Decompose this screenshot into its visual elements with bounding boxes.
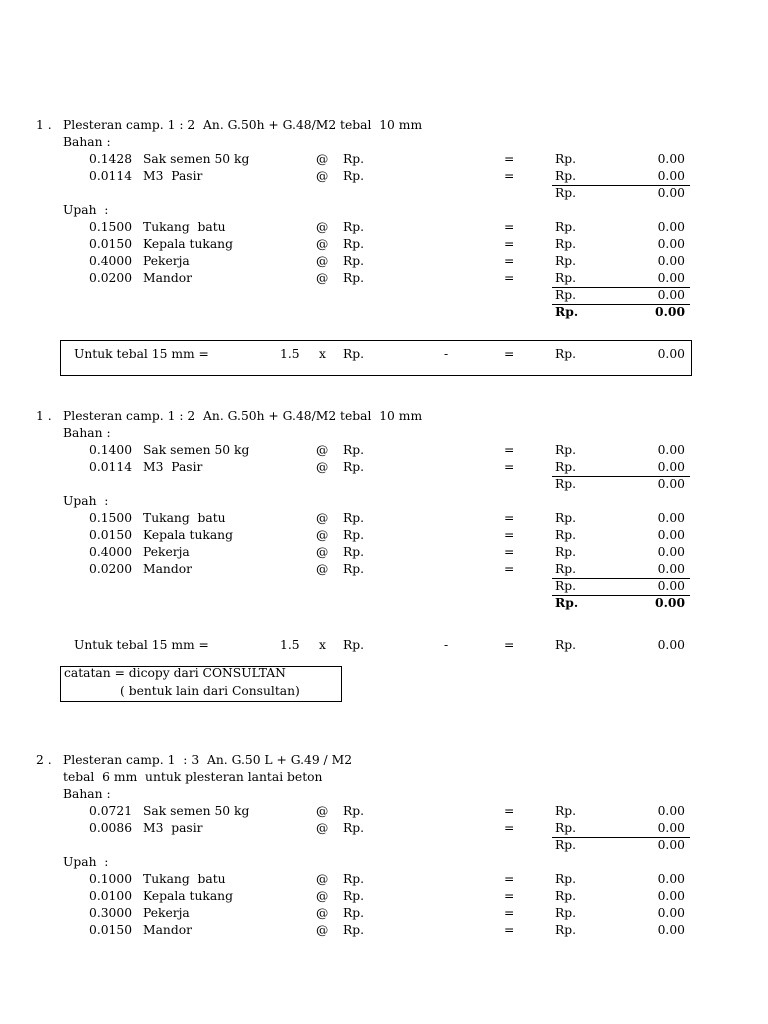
tebal-amount-value: 0.00 xyxy=(657,347,685,361)
at-sign: @ xyxy=(316,237,329,251)
unit-price-currency: Rp. xyxy=(343,169,365,183)
item-qty: 0.0086 xyxy=(89,821,133,835)
unit-price-currency: Rp. xyxy=(343,804,365,818)
tebal-currency: Rp. xyxy=(343,638,365,652)
item-name: Kepala tukang xyxy=(143,528,233,542)
tebal-amount-currency: Rp. xyxy=(555,638,577,652)
unit-price-currency: Rp. xyxy=(343,562,365,576)
tebal-box xyxy=(60,340,692,376)
equals-sign: = xyxy=(504,460,515,474)
item-qty: 0.1000 xyxy=(89,872,133,886)
tebal-label: Untuk tebal 15 mm = xyxy=(74,638,209,652)
upah-subtotal-currency: Rp. xyxy=(555,579,577,593)
item-name: Kepala tukang xyxy=(143,889,233,903)
equals-sign: = xyxy=(504,347,515,361)
item-name: Tukang batu xyxy=(143,220,226,234)
bahan-label: Bahan : xyxy=(63,135,111,149)
unit-price-currency: Rp. xyxy=(343,545,365,559)
section-number: 2 . xyxy=(36,753,52,767)
item-qty: 0.1500 xyxy=(89,220,133,234)
bahan-subtotal-currency: Rp. xyxy=(555,838,577,852)
item-qty: 0.0114 xyxy=(89,460,133,474)
at-sign: @ xyxy=(316,443,329,457)
at-sign: @ xyxy=(316,804,329,818)
tebal-factor: 1.5 xyxy=(280,638,300,652)
amount-value: 0.00 xyxy=(657,443,685,457)
item-name: M3 pasir xyxy=(143,821,203,835)
at-sign: @ xyxy=(316,906,329,920)
item-qty: 0.0100 xyxy=(89,889,133,903)
at-sign: @ xyxy=(316,460,329,474)
equals-sign: = xyxy=(504,254,515,268)
amount-currency: Rp. xyxy=(555,511,577,525)
amount-currency: Rp. xyxy=(555,872,577,886)
equals-sign: = xyxy=(504,906,515,920)
amount-value: 0.00 xyxy=(657,460,685,474)
item-qty: 0.1400 xyxy=(89,443,133,457)
item-name: Sak semen 50 kg xyxy=(143,443,250,457)
section-title: Plesteran camp. 1 : 2 An. G.50h + G.48/M2 tebal 10 mm xyxy=(63,118,423,132)
tebal-amount-currency: Rp. xyxy=(555,347,577,361)
at-sign: @ xyxy=(316,889,329,903)
unit-price-currency: Rp. xyxy=(343,271,365,285)
bahan-subtotal-currency: Rp. xyxy=(555,186,577,200)
equals-sign: = xyxy=(504,804,515,818)
amount-currency: Rp. xyxy=(555,923,577,937)
item-name: Tukang batu xyxy=(143,872,226,886)
equals-sign: = xyxy=(504,821,515,835)
tebal-amount-value: 0.00 xyxy=(657,638,685,652)
note-line-2: ( bentuk lain dari Consultan) xyxy=(120,684,300,698)
grand-total-currency: Rp. xyxy=(555,595,579,610)
item-qty: 0.0114 xyxy=(89,169,133,183)
amount-value: 0.00 xyxy=(657,804,685,818)
amount-value: 0.00 xyxy=(657,254,685,268)
unit-price-currency: Rp. xyxy=(343,254,365,268)
amount-value: 0.00 xyxy=(657,545,685,559)
amount-value: 0.00 xyxy=(657,872,685,886)
item-name: Pekerja xyxy=(143,906,190,920)
amount-value: 0.00 xyxy=(657,237,685,251)
unit-price-currency: Rp. xyxy=(343,152,365,166)
at-sign: @ xyxy=(316,528,329,542)
item-qty: 0.0150 xyxy=(89,923,133,937)
unit-price-currency: Rp. xyxy=(343,511,365,525)
equals-sign: = xyxy=(504,220,515,234)
amount-value: 0.00 xyxy=(657,562,685,576)
bahan-label: Bahan : xyxy=(63,426,111,440)
amount-value: 0.00 xyxy=(657,169,685,183)
equals-sign: = xyxy=(504,511,515,525)
amount-currency: Rp. xyxy=(555,889,577,903)
amount-currency: Rp. xyxy=(555,906,577,920)
at-sign: @ xyxy=(316,254,329,268)
unit-price-currency: Rp. xyxy=(343,923,365,937)
at-sign: @ xyxy=(316,545,329,559)
unit-price-currency: Rp. xyxy=(343,528,365,542)
bahan-subtotal-value: 0.00 xyxy=(657,477,685,491)
grand-total-value: 0.00 xyxy=(655,304,685,319)
at-sign: @ xyxy=(316,872,329,886)
item-name: Pekerja xyxy=(143,254,190,268)
amount-value: 0.00 xyxy=(657,889,685,903)
amount-currency: Rp. xyxy=(555,152,577,166)
item-qty: 0.4000 xyxy=(89,254,133,268)
item-name: Mandor xyxy=(143,271,192,285)
at-sign: @ xyxy=(316,152,329,166)
equals-sign: = xyxy=(504,271,515,285)
amount-currency: Rp. xyxy=(555,169,577,183)
amount-currency: Rp. xyxy=(555,237,577,251)
equals-sign: = xyxy=(504,443,515,457)
amount-currency: Rp. xyxy=(555,804,577,818)
amount-currency: Rp. xyxy=(555,821,577,835)
dash-sign: - xyxy=(444,347,449,361)
section-number: 1 . xyxy=(36,118,52,132)
tebal-currency: Rp. xyxy=(343,347,365,361)
item-qty: 0.0200 xyxy=(89,271,133,285)
unit-price-currency: Rp. xyxy=(343,872,365,886)
bahan-subtotal-value: 0.00 xyxy=(657,186,685,200)
amount-value: 0.00 xyxy=(657,220,685,234)
section-title: Plesteran camp. 1 : 3 An. G.50 L + G.49 / M2 xyxy=(63,753,353,767)
unit-price-currency: Rp. xyxy=(343,889,365,903)
upah-subtotal-value: 0.00 xyxy=(657,288,685,302)
grand-total-value: 0.00 xyxy=(655,595,685,610)
tebal-label: Untuk tebal 15 mm = xyxy=(74,347,209,361)
item-name: Sak semen 50 kg xyxy=(143,804,250,818)
section-title-2: tebal 6 mm untuk plesteran lantai beton xyxy=(63,770,323,784)
upah-subtotal-value: 0.00 xyxy=(657,579,685,593)
unit-price-currency: Rp. xyxy=(343,906,365,920)
unit-price-currency: Rp. xyxy=(343,460,365,474)
at-sign: @ xyxy=(316,511,329,525)
amount-currency: Rp. xyxy=(555,220,577,234)
bahan-subtotal-currency: Rp. xyxy=(555,477,577,491)
unit-price-currency: Rp. xyxy=(343,237,365,251)
grand-total-currency: Rp. xyxy=(555,304,579,319)
item-qty: 0.0150 xyxy=(89,528,133,542)
upah-label: Upah : xyxy=(63,855,109,869)
amount-value: 0.00 xyxy=(657,271,685,285)
item-name: Mandor xyxy=(143,562,192,576)
equals-sign: = xyxy=(504,872,515,886)
amount-currency: Rp. xyxy=(555,528,577,542)
at-sign: @ xyxy=(316,821,329,835)
unit-price-currency: Rp. xyxy=(343,220,365,234)
equals-sign: = xyxy=(504,152,515,166)
upah-label: Upah : xyxy=(63,203,109,217)
upah-subtotal-currency: Rp. xyxy=(555,288,577,302)
amount-currency: Rp. xyxy=(555,254,577,268)
item-qty: 0.1500 xyxy=(89,511,133,525)
amount-value: 0.00 xyxy=(657,923,685,937)
at-sign: @ xyxy=(316,923,329,937)
equals-sign: = xyxy=(504,237,515,251)
item-qty: 0.4000 xyxy=(89,545,133,559)
amount-value: 0.00 xyxy=(657,906,685,920)
amount-currency: Rp. xyxy=(555,562,577,576)
item-name: Pekerja xyxy=(143,545,190,559)
at-sign: @ xyxy=(316,562,329,576)
equals-sign: = xyxy=(504,528,515,542)
note-line-1: catatan = dicopy dari CONSULTAN xyxy=(64,666,286,680)
at-sign: @ xyxy=(316,169,329,183)
item-name: Tukang batu xyxy=(143,511,226,525)
unit-price-currency: Rp. xyxy=(343,443,365,457)
equals-sign: = xyxy=(504,562,515,576)
amount-currency: Rp. xyxy=(555,460,577,474)
item-qty: 0.3000 xyxy=(89,906,133,920)
bahan-subtotal-value: 0.00 xyxy=(657,838,685,852)
equals-sign: = xyxy=(504,923,515,937)
item-qty: 0.1428 xyxy=(89,152,133,166)
bahan-label: Bahan : xyxy=(63,787,111,801)
equals-sign: = xyxy=(504,638,515,652)
item-qty: 0.0150 xyxy=(89,237,133,251)
amount-value: 0.00 xyxy=(657,821,685,835)
equals-sign: = xyxy=(504,889,515,903)
at-sign: @ xyxy=(316,220,329,234)
item-name: Sak semen 50 kg xyxy=(143,152,250,166)
unit-price-currency: Rp. xyxy=(343,821,365,835)
times-sign: x xyxy=(319,638,326,652)
times-sign: x xyxy=(319,347,326,361)
item-name: M3 Pasir xyxy=(143,169,203,183)
at-sign: @ xyxy=(316,271,329,285)
amount-currency: Rp. xyxy=(555,271,577,285)
upah-label: Upah : xyxy=(63,494,109,508)
item-qty: 0.0200 xyxy=(89,562,133,576)
item-name: M3 Pasir xyxy=(143,460,203,474)
tebal-factor: 1.5 xyxy=(280,347,300,361)
equals-sign: = xyxy=(504,169,515,183)
section-number: 1 . xyxy=(36,409,52,423)
item-name: Kepala tukang xyxy=(143,237,233,251)
amount-currency: Rp. xyxy=(555,443,577,457)
item-name: Mandor xyxy=(143,923,192,937)
item-qty: 0.0721 xyxy=(89,804,133,818)
dash-sign: - xyxy=(444,638,449,652)
amount-value: 0.00 xyxy=(657,511,685,525)
amount-value: 0.00 xyxy=(657,528,685,542)
section-title: Plesteran camp. 1 : 2 An. G.50h + G.48/M2 tebal 10 mm xyxy=(63,409,423,423)
amount-value: 0.00 xyxy=(657,152,685,166)
equals-sign: = xyxy=(504,545,515,559)
amount-currency: Rp. xyxy=(555,545,577,559)
